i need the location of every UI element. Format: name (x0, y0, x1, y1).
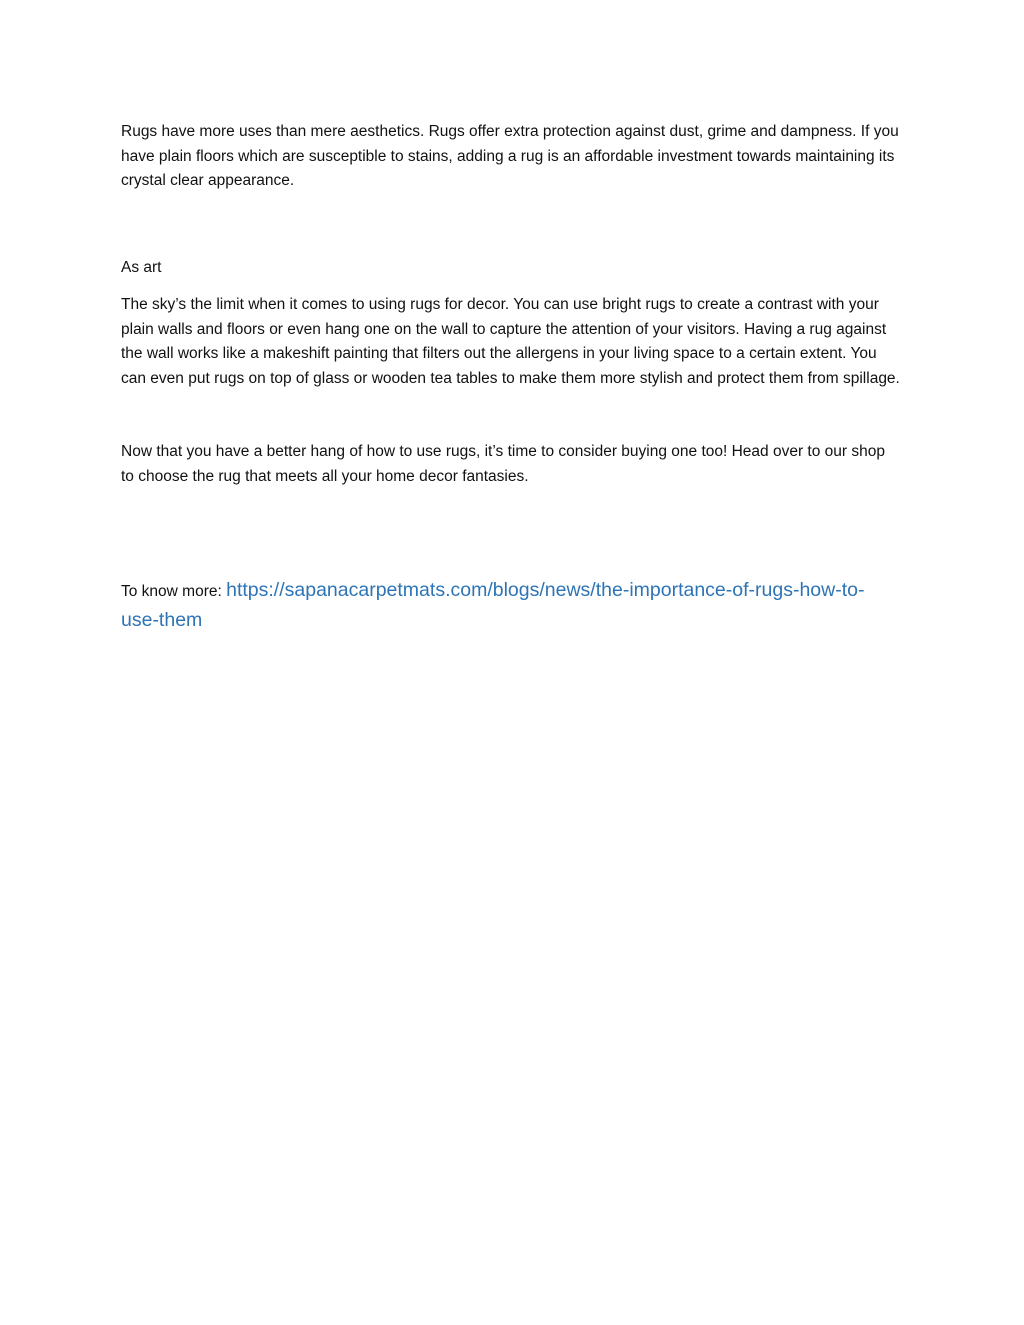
blog-link[interactable]: https://sapanacarpetmats.com/blogs/news/the-importance-of-rugs-how-to-use-them (121, 579, 865, 631)
know-more-label: To know more: (121, 583, 227, 600)
intro-paragraph: Rugs have more uses than mere aesthetics. Rugs offer extra protection against dust, grime and dampness. If you have plain floors which are susceptible to stains, adding a rug is an affordable investment towards maintaining its crystal clear appearance. (121, 123, 899, 189)
section-heading-as-art: As art (121, 258, 162, 276)
decor-paragraph: The sky’s the limit when it comes to using rugs for decor. You can use bright rugs to create a contrast with your plain walls and floors or even hang one on the wall to capture the attention of your visitors. Having a rug against the wall works like a makeshift painting that filters out the allergens in your living space to a certain extent. You can even put rugs on top of glass or wooden tea tables to make them more stylish and protect them from spillage. (121, 296, 900, 387)
call-to-action-paragraph: Now that you have a better hang of how to use rugs, it’s time to consider buying one too! Head over to our shop to choose the rug that meets all your home decor fantasies. (121, 443, 885, 485)
document-body (121, 120, 901, 636)
know-more-line (121, 576, 901, 636)
